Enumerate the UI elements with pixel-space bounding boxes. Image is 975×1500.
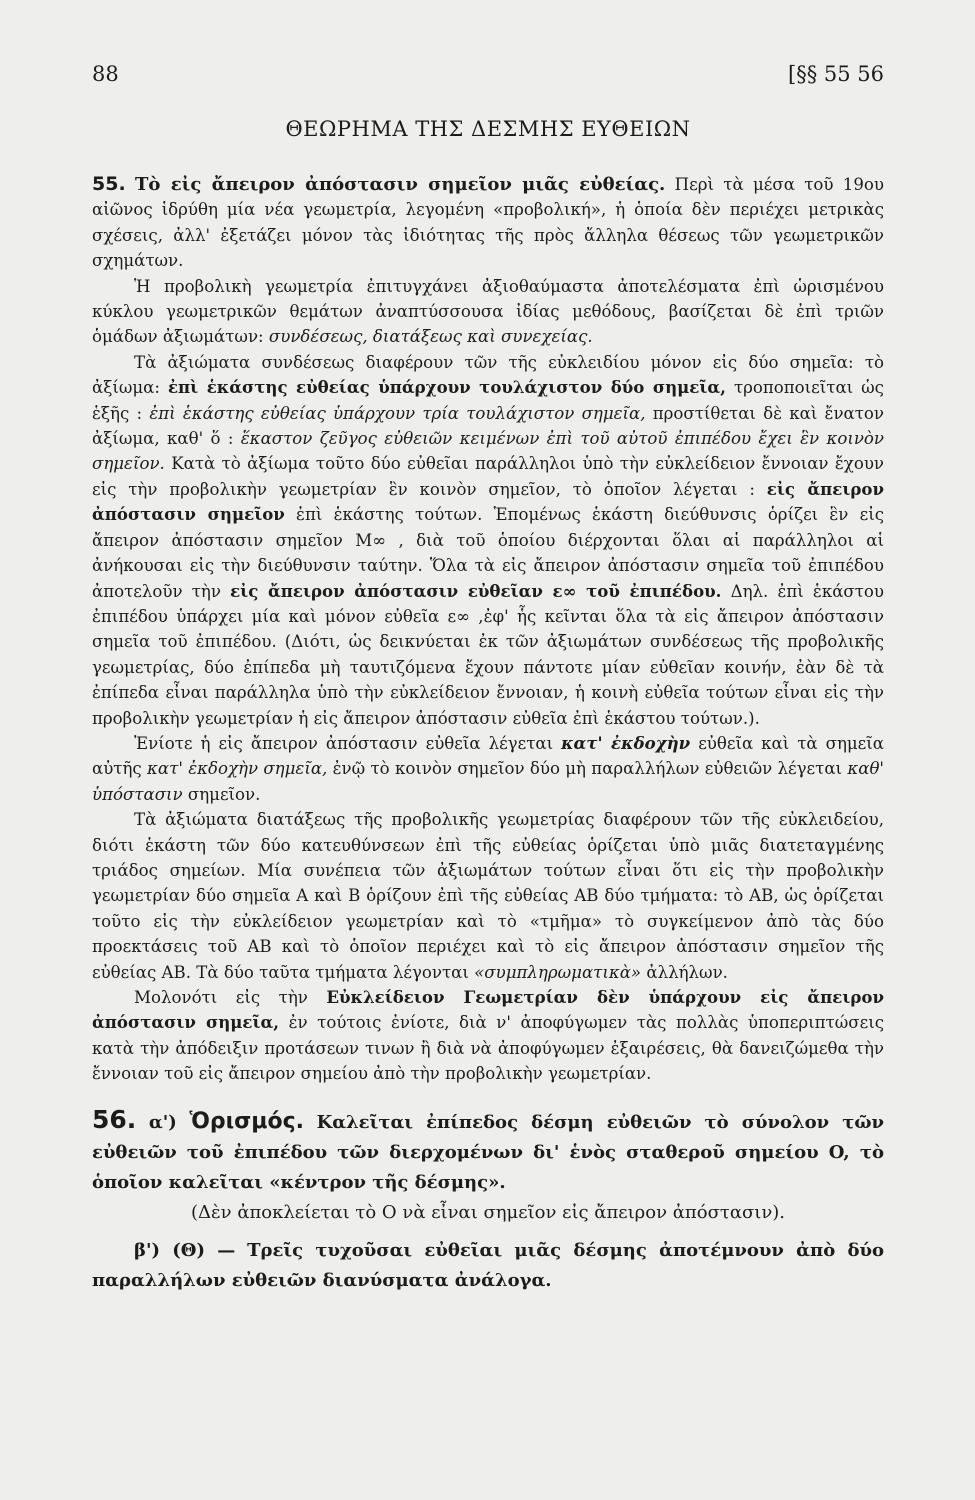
section-55-paragraph-4: Ἐνίοτε ἡ εἰς ἄπειρον ἀπόστασιν εὐθεῖα λέγεται κατ' ἐκδοχὴν εὐθεῖα καὶ τὰ σημεῖα αὐτῆς κατ' ἐκδοχὴν σημεῖα, ἐνῷ τὸ κοινὸν σημεῖον δύο μὴ παραλλήλων εὐθειῶν λέγεται καθ' ὑπόστασιν σημεῖον. <box>92 732 884 804</box>
definition-text: Καλεῖται ἐπίπεδος δέσμη εὐθειῶν τὸ σύνολον τῶν εὐθειῶν τοῦ ἐπιπέδου τῶν διερχομένων δι' ἑνὸς σταθεροῦ σημείου O, τὸ ὁποῖον καλεῖται «κέντρον τῆς δέσμης». <box>92 1111 884 1193</box>
section-55-paragraph-5: Τὰ ἀξιώματα διατάξεως τῆς προβολικῆς γεωμετρίας διαφέρουν τῶν τῆς εὐκλειδείου, διότι ἑκάστη τῶν δύο κατευθύνσεων ἐπὶ τῆς εὐθείας ὁρίζεται ὑπὸ μιᾶς διατεταγμένης τριάδος σημείων. Μία συνέπεια τῶν ἀξιωμάτων τούτων εἶναι ὅτι εἰς τὴν προβολικὴν γεωμετρίαν δύο σημεῖα A καὶ B ὁρίζουν ἐπὶ τῆς εὐθείας AB δύο τμήματα: τὸ AB, ὡς ὁρίζεται τοῦτο εἰς τὴν εὐκλείδειον γεωμετρίαν καὶ τὸ «τμῆμα» τὸ συγκείμενον ἀπὸ τὰς δύο προεκτάσεις τοῦ AB καὶ τὸ ὁποῖον περιέχει καὶ τὸ εἰς ἄπειρον ἀπόστασιν σημεῖον τῆς εὐθείας AB. Τὰ δύο ταῦτα τμήματα λέγονται «συμπληρωματικὰ» ἀλλήλων. <box>92 810 884 982</box>
theorem-text: Τρεῖς τυχοῦσαι εὐθεῖαι μιᾶς δέσμης ἀποτέμνουν ἀπὸ δύο παραλλήλων εὐθειῶν διανύσματα ἀνάλογα. <box>92 1239 884 1291</box>
section-56-definition <box>92 1105 884 1198</box>
definition-word: Ὁρισμός. <box>189 1108 304 1134</box>
section-55-paragraph-3: Τὰ ἀξιώματα συνδέσεως διαφέρουν τῶν τῆς εὐκλειδίου μόνον εἰς δύο σημεῖα: τὸ ἀξίωμα: ἐπὶ ἑκάστης εὐθείας ὑπάρχουν τουλάχιστον δύο σημεῖα, τροποποιεῖται ὡς ἑξῆς : ἐπὶ ἑκάστης εὐθείας ὑπάρχουν τρία τουλάχιστον σημεῖα, προστίθεται δὲ καὶ ἔνατον ἀξίωμα, καθ' ὅ : ἕκαστον ζεῦγος εὐθειῶν κειμένων ἐπὶ τοῦ αὐτοῦ ἐπιπέδου ἔχει ἓν κοινὸν σημεῖον. Κατὰ τὸ ἀξίωμα τοῦτο δύο εὐθεῖαι παράλληλοι ὑπὸ τὴν εὐκλείδειον ἔννοιαν ἔχουν εἰς τὴν προβολικὴν γεωμετρίαν ἓν κοινὸν σημεῖον, τὸ ὁποῖον λέγεται : εἰς ἄπειρον ἀπόστασιν σημεῖον ἐπὶ ἑκάστης τούτων. Ἑπομένως ἑκάστη διεύθυνσις ὁρίζει ἓν εἰς ἄπειρον ἀπόστασιν σημεῖον M∞ , διὰ τοῦ ὁποίου διέρχονται ὅλαι αἱ παράλληλοι αἱ ἀνήκουσαι εἰς τὴν διεύθυνσιν ταύτην. Ὅλα τὰ εἰς ἄπειρον ἀπόστασιν σημεῖα τοῦ ἐπιπέδου ἀποτελοῦν τὴν εἰς ἄπειρον ἀπόστασιν εὐθεῖαν ε∞ τοῦ ἐπιπέδου. Δηλ. ἐπὶ ἑκάστου ἐπιπέδου ὑπάρχει μία καὶ μόνον εὐθεῖα ε∞ ,ἐφ' ἧς κεῖνται ὅλα τὰ εἰς ἄπειρον ἀπόστασιν σημεῖα τοῦ ἐπιπέδου. (Διότι, ὡς δεικνύεται ἐκ τῶν ἀξιωμάτων συνδέσεως τῆς προβολικῆς γεωμετρίας, δύο ἐπίπεδα μὴ ταυτιζόμενα ἔχουν πάντοτε μίαν εὐθεῖαν κοινήν, ἐὰν δὲ τὰ ἐπίπεδα εἶναι παράλληλα ὑπὸ τὴν εὐκλείδειον ἔννοιαν, ἡ κοινὴ εὐθεῖα τούτων εἶναι εἰς τὴν προβολικὴν γεωμετρίαν ἡ εἰς ἄπειρον ἀπόστασιν εὐθεῖα ἐπὶ ἑκάστου τούτων.). <box>92 352 885 728</box>
section-55-paragraph-1 <box>92 172 884 274</box>
section-spacer <box>92 1087 884 1105</box>
text-body <box>92 172 884 1296</box>
section-56-theorem <box>92 1236 884 1296</box>
label-b: β') (Θ) — <box>134 1239 236 1261</box>
paragraph-text: Περὶ τὰ μέσα τοῦ 19ου αἰῶνος ἱδρύθη μία νέα γεωμετρία, λεγομένη «προβολική», ἡ ὁποία δὲν περιέχει μετρικὰς σχέσεις, ἀλλ' ἐξετάζει μόνον τὰς ἰδιότητας τῆς πρὸς ἄλληλα θέσεως τῶν γεωμετρικῶν σχημάτων. <box>92 175 884 271</box>
section-55-number: 55. <box>92 173 126 195</box>
section-55-paragraph-2: Ἡ προβολικὴ γεωμετρία ἐπιτυγχάνει ἀξιοθαύμαστα ἀποτελέσματα ἐπὶ ὡρισμένου κύκλου γεωμετρικῶν θεμάτων ἀναπτύσσουσα ἰδίας μεθόδους, βασίζεται δὲ ἐπὶ τριῶν ὁμάδων ἀξιωμάτων: συνδέσεως, διατάξεως καὶ συνεχείας. <box>92 276 884 347</box>
page-number: 88 <box>92 62 119 86</box>
section-reference: [§§ 55 56 <box>788 62 884 86</box>
running-header <box>92 62 884 92</box>
section-55-heading: Τὸ εἰς ἄπειρον ἀπόστασιν σημεῖον μιᾶς εὐθείας. <box>135 174 666 195</box>
label-a: α') <box>148 1111 177 1133</box>
section-56-number: 56. <box>92 1104 137 1134</box>
section-55-paragraph-6: Μολονότι εἰς τὴν Εὐκλείδειον Γεωμετρίαν δὲν ὑπάρχουν εἰς ἄπειρον ἀπόστασιν σημεῖα, ἐν τούτοις ἐνίοτε, διὰ ν' ἀποφύγωμεν τὰς πολλὰς ὑποπεριπτώσεις κατὰ τὴν ἀπόδειξιν προτάσεων τινων ἢ διὰ νὰ ἀποφύγωμεν ἐξαιρέσεις, θὰ δανειζώμεθα τὴν ἔννοιαν τοῦ εἰς ἄπειρον σημείου ἀπὸ τὴν προβολικὴν γεωμετρίαν. <box>92 987 884 1084</box>
section-56-note: (Δὲν ἀποκλείεται τὸ O νὰ εἶναι σημεῖον εἰς ἄπειρον ἀπόστασιν). <box>190 1201 786 1223</box>
chapter-title: ΘΕΩΡΗΜΑ ΤΗΣ ΔΕΣΜΗΣ ΕΥΘΕΙΩΝ <box>285 117 691 141</box>
